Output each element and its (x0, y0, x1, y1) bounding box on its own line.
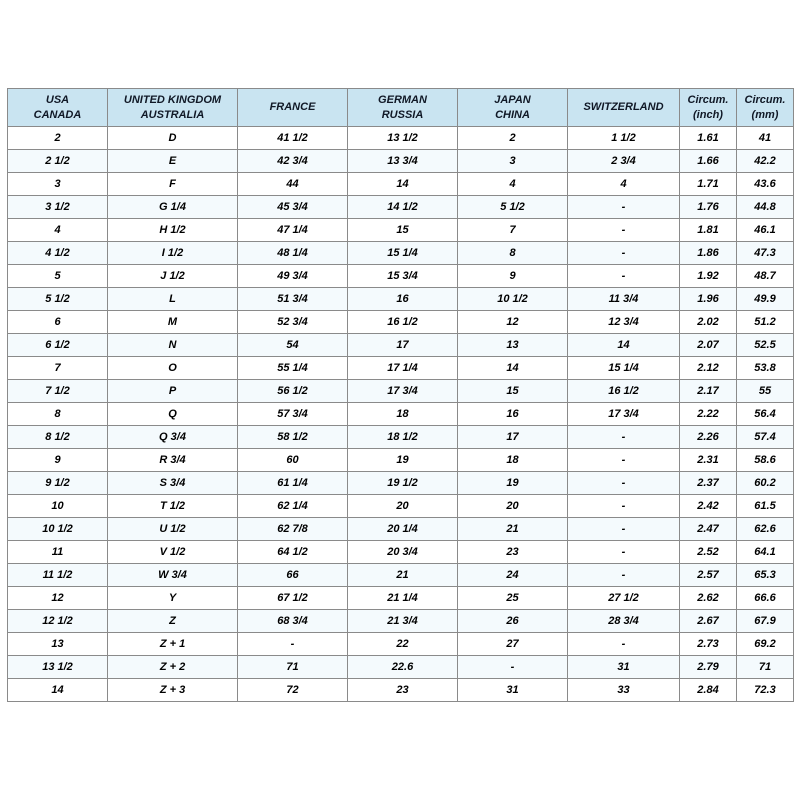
table-cell: 4 (8, 219, 108, 242)
column-header: FRANCE (238, 89, 348, 127)
table-cell: 16 1/2 (568, 380, 680, 403)
table-cell: 51.2 (737, 311, 794, 334)
table-cell: - (568, 196, 680, 219)
table-cell: 13 3/4 (348, 150, 458, 173)
table-cell: 27 (458, 633, 568, 656)
table-cell: 2.62 (680, 587, 737, 610)
table-cell: 1.96 (680, 288, 737, 311)
table-cell: 13 1/2 (8, 656, 108, 679)
table-cell: 20 (348, 495, 458, 518)
table-cell: 16 (458, 403, 568, 426)
table-cell: 49 3/4 (238, 265, 348, 288)
table-cell: 71 (238, 656, 348, 679)
table-cell: T 1/2 (108, 495, 238, 518)
table-row (8, 173, 794, 196)
table-cell: - (568, 518, 680, 541)
table-cell: 14 (8, 679, 108, 702)
table-cell: 21 (458, 518, 568, 541)
table-cell: 2.79 (680, 656, 737, 679)
table-cell: 21 1/4 (348, 587, 458, 610)
table-cell: 12 (458, 311, 568, 334)
table-cell: 2.84 (680, 679, 737, 702)
table-cell: 67 1/2 (238, 587, 348, 610)
table-row (8, 610, 794, 633)
table-cell: 42 3/4 (238, 150, 348, 173)
table-cell: - (568, 541, 680, 564)
table-cell: 1.61 (680, 127, 737, 150)
table-cell: I 1/2 (108, 242, 238, 265)
table-cell: 22 (348, 633, 458, 656)
table-cell: 11 3/4 (568, 288, 680, 311)
table-cell: 68 3/4 (238, 610, 348, 633)
table-cell: 2.67 (680, 610, 737, 633)
table-cell: 10 (8, 495, 108, 518)
table-row (8, 219, 794, 242)
table-cell: 60 (238, 449, 348, 472)
table-cell: R 3/4 (108, 449, 238, 472)
table-cell: - (568, 633, 680, 656)
table-cell: 47.3 (737, 242, 794, 265)
table-cell: 4 1/2 (8, 242, 108, 265)
table-cell: 46.1 (737, 219, 794, 242)
table-cell: 22.6 (348, 656, 458, 679)
table-cell: 16 (348, 288, 458, 311)
table-cell: 52.5 (737, 334, 794, 357)
table-row (8, 541, 794, 564)
table-cell: 41 1/2 (238, 127, 348, 150)
table-cell: 56 1/2 (238, 380, 348, 403)
table-row (8, 426, 794, 449)
table-cell: 12 1/2 (8, 610, 108, 633)
table-cell: 2.31 (680, 449, 737, 472)
table-cell: 13 1/2 (348, 127, 458, 150)
table-cell: 24 (458, 564, 568, 587)
table-cell: 31 (458, 679, 568, 702)
table-header-row-container (8, 89, 794, 127)
table-cell: 58 1/2 (238, 426, 348, 449)
table-cell: 18 (348, 403, 458, 426)
table-cell: 2.52 (680, 541, 737, 564)
table-cell: 15 (458, 380, 568, 403)
table-cell: 8 (8, 403, 108, 426)
table-row (8, 472, 794, 495)
table-cell: 20 1/4 (348, 518, 458, 541)
table-cell: 12 (8, 587, 108, 610)
table-cell: 2 (8, 127, 108, 150)
table-cell: D (108, 127, 238, 150)
table-cell: 1.86 (680, 242, 737, 265)
table-row (8, 564, 794, 587)
table-cell: 20 (458, 495, 568, 518)
table-cell: 3 (8, 173, 108, 196)
table-cell: 2.12 (680, 357, 737, 380)
table-row (8, 127, 794, 150)
header-row (8, 89, 794, 127)
table-cell: 27 1/2 (568, 587, 680, 610)
table-cell: Q (108, 403, 238, 426)
table-cell: 62.6 (737, 518, 794, 541)
table-cell: 62 1/4 (238, 495, 348, 518)
column-header: JAPAN CHINA (458, 89, 568, 127)
table-cell: 42.2 (737, 150, 794, 173)
table-cell: 2.42 (680, 495, 737, 518)
table-cell: 17 3/4 (348, 380, 458, 403)
table-cell: 48.7 (737, 265, 794, 288)
column-header: Circum. (inch) (680, 89, 737, 127)
table-cell: 57 3/4 (238, 403, 348, 426)
table-row (8, 196, 794, 219)
table-row (8, 311, 794, 334)
table-cell: 56.4 (737, 403, 794, 426)
table-cell: 45 3/4 (238, 196, 348, 219)
table-cell: 13 (458, 334, 568, 357)
table-cell: 28 3/4 (568, 610, 680, 633)
column-header: UNITED KINGDOM AUSTRALIA (108, 89, 238, 127)
table-cell: 5 (8, 265, 108, 288)
table-cell: E (108, 150, 238, 173)
table-cell: 18 1/2 (348, 426, 458, 449)
table-row (8, 265, 794, 288)
table-row (8, 242, 794, 265)
table-cell: 72 (238, 679, 348, 702)
table-cell: 17 (458, 426, 568, 449)
table-cell: 5 1/2 (458, 196, 568, 219)
table-cell: 2.57 (680, 564, 737, 587)
table-cell: P (108, 380, 238, 403)
table-cell: 64.1 (737, 541, 794, 564)
table-cell: 15 (348, 219, 458, 242)
table-cell: 15 1/4 (568, 357, 680, 380)
table-cell: 14 (568, 334, 680, 357)
table-cell: 17 (348, 334, 458, 357)
table-cell: 72.3 (737, 679, 794, 702)
table-cell: 3 (458, 150, 568, 173)
table-cell: W 3/4 (108, 564, 238, 587)
table-cell: 61.5 (737, 495, 794, 518)
table-cell: - (238, 633, 348, 656)
table-cell: 7 1/2 (8, 380, 108, 403)
table-cell: 51 3/4 (238, 288, 348, 311)
table-cell: 54 (238, 334, 348, 357)
ring-size-conversion-table (7, 88, 794, 702)
table-cell: 58.6 (737, 449, 794, 472)
table-cell: 9 (8, 449, 108, 472)
table-cell: 25 (458, 587, 568, 610)
table-cell: 66.6 (737, 587, 794, 610)
table-cell: 53.8 (737, 357, 794, 380)
table-cell: 2.73 (680, 633, 737, 656)
table-cell: 19 (348, 449, 458, 472)
table-cell: 69.2 (737, 633, 794, 656)
column-header: GERMAN RUSSIA (348, 89, 458, 127)
table-cell: 33 (568, 679, 680, 702)
table-cell: 55 1/4 (238, 357, 348, 380)
table-cell: 2 3/4 (568, 150, 680, 173)
table-cell: 18 (458, 449, 568, 472)
table-cell: 7 (458, 219, 568, 242)
table-cell: 15 1/4 (348, 242, 458, 265)
table-cell: 2.22 (680, 403, 737, 426)
table-cell: 2 1/2 (8, 150, 108, 173)
column-header: SWITZERLAND (568, 89, 680, 127)
table-cell: 19 1/2 (348, 472, 458, 495)
table-cell: M (108, 311, 238, 334)
table-cell: 57.4 (737, 426, 794, 449)
table-cell: - (568, 265, 680, 288)
table-cell: 52 3/4 (238, 311, 348, 334)
table-cell: 26 (458, 610, 568, 633)
table-cell: 8 1/2 (8, 426, 108, 449)
table-row (8, 288, 794, 311)
table-cell: 66 (238, 564, 348, 587)
table-cell: 2.07 (680, 334, 737, 357)
table-cell: 65.3 (737, 564, 794, 587)
table-cell: 67.9 (737, 610, 794, 633)
table-cell: Z + 1 (108, 633, 238, 656)
table-cell: 2.47 (680, 518, 737, 541)
table-cell: 20 3/4 (348, 541, 458, 564)
table-cell: 47 1/4 (238, 219, 348, 242)
table-cell: 14 (458, 357, 568, 380)
table-cell: 11 (8, 541, 108, 564)
table-cell: 4 (458, 173, 568, 196)
table-cell: 9 1/2 (8, 472, 108, 495)
table-cell: 15 3/4 (348, 265, 458, 288)
table-cell: 49.9 (737, 288, 794, 311)
table-row (8, 403, 794, 426)
table-cell: 7 (8, 357, 108, 380)
table-cell: Z + 3 (108, 679, 238, 702)
table-cell: H 1/2 (108, 219, 238, 242)
table-cell: 2.26 (680, 426, 737, 449)
table-cell: 21 3/4 (348, 610, 458, 633)
table-cell: Z (108, 610, 238, 633)
table-cell: 13 (8, 633, 108, 656)
table-cell: 1.76 (680, 196, 737, 219)
table-cell: F (108, 173, 238, 196)
table-cell: 48 1/4 (238, 242, 348, 265)
table-row (8, 150, 794, 173)
table-cell: 62 7/8 (238, 518, 348, 541)
table-cell: O (108, 357, 238, 380)
table-cell: V 1/2 (108, 541, 238, 564)
table-cell: 1.81 (680, 219, 737, 242)
table-cell: 4 (568, 173, 680, 196)
table-cell: 14 1/2 (348, 196, 458, 219)
table-cell: Q 3/4 (108, 426, 238, 449)
table-cell: 21 (348, 564, 458, 587)
table-cell: 71 (737, 656, 794, 679)
table-cell: 16 1/2 (348, 311, 458, 334)
table-row (8, 334, 794, 357)
table-cell: Y (108, 587, 238, 610)
table-cell: 1.66 (680, 150, 737, 173)
table-cell: 60.2 (737, 472, 794, 495)
table-cell: 64 1/2 (238, 541, 348, 564)
table-cell: Z + 2 (108, 656, 238, 679)
table-cell: 1.92 (680, 265, 737, 288)
column-header: Circum. (mm) (737, 89, 794, 127)
table-cell: 2.17 (680, 380, 737, 403)
table-cell: L (108, 288, 238, 311)
table-cell: 44.8 (737, 196, 794, 219)
table-cell: G 1/4 (108, 196, 238, 219)
table-cell: 1 1/2 (568, 127, 680, 150)
table-cell: J 1/2 (108, 265, 238, 288)
table-cell: 8 (458, 242, 568, 265)
table-cell: 2 (458, 127, 568, 150)
table-cell: 12 3/4 (568, 311, 680, 334)
table-cell: 10 1/2 (8, 518, 108, 541)
table-cell: 55 (737, 380, 794, 403)
table-cell: 17 1/4 (348, 357, 458, 380)
table-cell: - (568, 472, 680, 495)
table-cell: 6 (8, 311, 108, 334)
table-cell: - (568, 219, 680, 242)
table-cell: 41 (737, 127, 794, 150)
table-cell: 10 1/2 (458, 288, 568, 311)
table-body (8, 127, 794, 702)
table-cell: 17 3/4 (568, 403, 680, 426)
table-cell: 3 1/2 (8, 196, 108, 219)
table-cell: - (568, 426, 680, 449)
table-row (8, 679, 794, 702)
table-row (8, 656, 794, 679)
table-row (8, 495, 794, 518)
table-cell: 14 (348, 173, 458, 196)
table-cell: 1.71 (680, 173, 737, 196)
table-cell: 23 (458, 541, 568, 564)
table-row (8, 518, 794, 541)
table-cell: - (568, 564, 680, 587)
table-cell: 31 (568, 656, 680, 679)
table-cell: N (108, 334, 238, 357)
table-cell: 11 1/2 (8, 564, 108, 587)
table-cell: 9 (458, 265, 568, 288)
table-cell: 44 (238, 173, 348, 196)
table-cell: 5 1/2 (8, 288, 108, 311)
table-row (8, 449, 794, 472)
table-cell: 6 1/2 (8, 334, 108, 357)
table-cell: S 3/4 (108, 472, 238, 495)
table-row (8, 587, 794, 610)
table-row (8, 633, 794, 656)
table-cell: 2.37 (680, 472, 737, 495)
table-cell: - (458, 656, 568, 679)
table-cell: U 1/2 (108, 518, 238, 541)
column-header: USA CANADA (8, 89, 108, 127)
table-cell: - (568, 495, 680, 518)
table-cell: 43.6 (737, 173, 794, 196)
table-cell: - (568, 242, 680, 265)
table-cell: 19 (458, 472, 568, 495)
table-cell: 61 1/4 (238, 472, 348, 495)
table-cell: 23 (348, 679, 458, 702)
table-cell: 2.02 (680, 311, 737, 334)
table-cell: - (568, 449, 680, 472)
table-row (8, 357, 794, 380)
table-row (8, 380, 794, 403)
